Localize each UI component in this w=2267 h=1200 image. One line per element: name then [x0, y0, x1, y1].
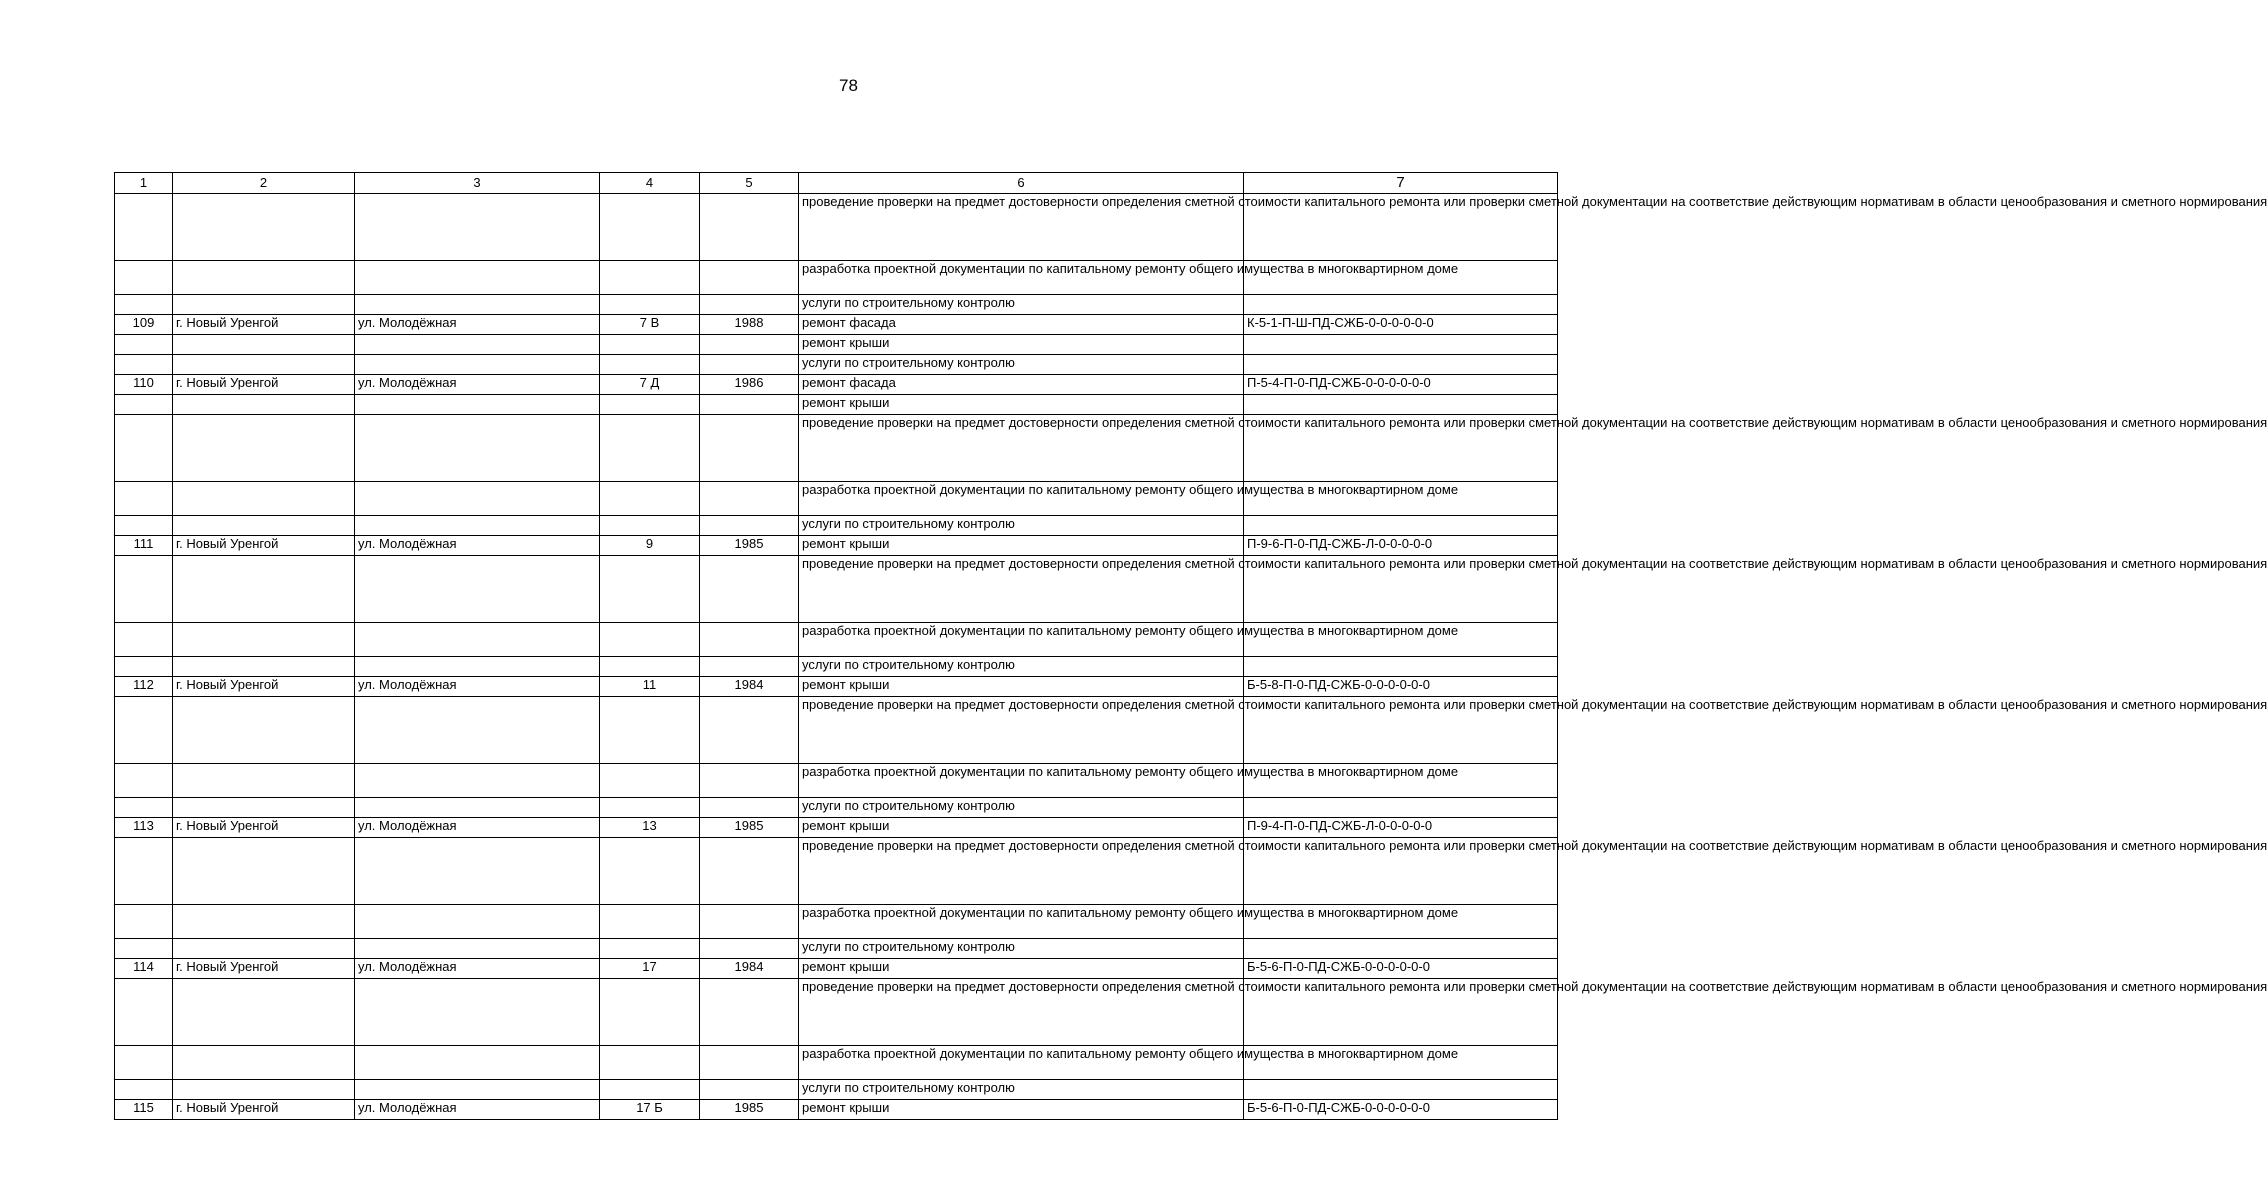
- page-number: 78: [839, 76, 858, 95]
- cell-street: ул. Молодёжная: [355, 375, 600, 395]
- cell-work-type: разработка проектной документации по капитальному ремонту общего имущества в многоквартирном доме: [799, 764, 1244, 798]
- cell-house: [600, 623, 700, 657]
- cell-city: г. Новый Уренгой: [173, 536, 355, 556]
- cell-work-type: ремонт крыши: [799, 1100, 1244, 1120]
- table-row: [115, 677, 1558, 697]
- cell-year: 1984: [700, 677, 799, 697]
- cell-year: [700, 295, 799, 315]
- cell-street: [355, 905, 600, 939]
- table-row: [115, 395, 1558, 415]
- cell-work-type: ремонт крыши: [799, 818, 1244, 838]
- cell-house: [600, 261, 700, 295]
- cell-number: [115, 355, 173, 375]
- cell-number: 112: [115, 677, 173, 697]
- cell-work-type: услуги по строительному контролю: [799, 355, 1244, 375]
- cell-year: [700, 1080, 799, 1100]
- cell-house: [600, 764, 700, 798]
- cell-street: [355, 1080, 600, 1100]
- cell-city: [173, 905, 355, 939]
- cell-street: [355, 395, 600, 415]
- cell-house: [600, 355, 700, 375]
- cell-city: [173, 1046, 355, 1080]
- cell-work-type: разработка проектной документации по капитальному ремонту общего имущества в многоквартирном доме: [799, 1046, 1244, 1080]
- cell-number: 113: [115, 818, 173, 838]
- cell-year: 1985: [700, 1100, 799, 1120]
- cell-number: [115, 395, 173, 415]
- cell-code: [1244, 657, 1558, 677]
- cell-city: [173, 697, 355, 764]
- cell-house: 13: [600, 818, 700, 838]
- table-row: [115, 905, 1558, 939]
- cell-number: [115, 335, 173, 355]
- cell-work-type: ремонт крыши: [799, 335, 1244, 355]
- cell-house: [600, 395, 700, 415]
- cell-work-type: услуги по строительному контролю: [799, 939, 1244, 959]
- cell-year: [700, 623, 799, 657]
- table-row: [115, 315, 1558, 335]
- cell-year: [700, 415, 799, 482]
- cell-street: [355, 516, 600, 536]
- table-row: [115, 818, 1558, 838]
- cell-city: г. Новый Уренгой: [173, 959, 355, 979]
- cell-street: [355, 838, 600, 905]
- cell-street: [355, 697, 600, 764]
- table-row: [115, 415, 1558, 482]
- cell-street: [355, 415, 600, 482]
- cell-number: [115, 838, 173, 905]
- table-row: [115, 355, 1558, 375]
- table-row: [115, 295, 1558, 315]
- cell-year: [700, 838, 799, 905]
- cell-street: [355, 939, 600, 959]
- table-row: [115, 764, 1558, 798]
- table-row: [115, 979, 1558, 1046]
- cell-number: 111: [115, 536, 173, 556]
- cell-number: 109: [115, 315, 173, 335]
- cell-code: Б-5-6-П-0-ПД-СЖБ-0-0-0-0-0-0: [1244, 1100, 1558, 1120]
- cell-number: 114: [115, 959, 173, 979]
- cell-house: [600, 556, 700, 623]
- cell-city: [173, 764, 355, 798]
- cell-code: [1244, 355, 1558, 375]
- cell-city: [173, 482, 355, 516]
- cell-year: 1986: [700, 375, 799, 395]
- cell-work-type: разработка проектной документации по капитальному ремонту общего имущества в многоквартирном доме: [799, 623, 1244, 657]
- cell-code: К-5-1-П-Ш-ПД-СЖБ-0-0-0-0-0-0: [1244, 315, 1558, 335]
- cell-city: [173, 623, 355, 657]
- cell-year: [700, 979, 799, 1046]
- cell-code: [1244, 798, 1558, 818]
- cell-work-type: ремонт крыши: [799, 677, 1244, 697]
- cell-code: [1244, 335, 1558, 355]
- cell-code: П-9-6-П-0-ПД-СЖБ-Л-0-0-0-0-0: [1244, 536, 1558, 556]
- cell-house: [600, 798, 700, 818]
- table-row: [115, 516, 1558, 536]
- cell-year: 1985: [700, 536, 799, 556]
- cell-work-type: услуги по строительному контролю: [799, 516, 1244, 536]
- table-row: [115, 482, 1558, 516]
- cell-code: П-5-4-П-0-ПД-СЖБ-0-0-0-0-0-0: [1244, 375, 1558, 395]
- table-row: [115, 1046, 1558, 1080]
- table-row: [115, 261, 1558, 295]
- cell-house: 11: [600, 677, 700, 697]
- cell-city: [173, 395, 355, 415]
- cell-work-type: ремонт крыши: [799, 959, 1244, 979]
- cell-number: [115, 697, 173, 764]
- cell-house: 9: [600, 536, 700, 556]
- table-row: [115, 959, 1558, 979]
- cell-number: [115, 657, 173, 677]
- cell-work-type: ремонт фасада: [799, 315, 1244, 335]
- cell-street: [355, 657, 600, 677]
- cell-number: [115, 516, 173, 536]
- cell-house: [600, 335, 700, 355]
- cell-street: [355, 194, 600, 261]
- cell-number: [115, 194, 173, 261]
- cell-work-type: разработка проектной документации по капитальному ремонту общего имущества в многоквартирном доме: [799, 905, 1244, 939]
- cell-street: [355, 335, 600, 355]
- cell-street: ул. Молодёжная: [355, 677, 600, 697]
- table-row: [115, 939, 1558, 959]
- cell-year: [700, 395, 799, 415]
- cell-number: [115, 623, 173, 657]
- cell-work-type: проведение проверки на предмет достоверности определения сметной стоимости капитального ремонта или проверки сметной документации на соответствие действующим нормативам в области ценообразования и сметного нормирования: [799, 556, 1244, 623]
- cell-work-type: проведение проверки на предмет достоверности определения сметной стоимости капитального ремонта или проверки сметной документации на соответствие действующим нормативам в области ценообразования и сметного нормирования: [799, 697, 1244, 764]
- cell-city: [173, 295, 355, 315]
- cell-street: ул. Молодёжная: [355, 959, 600, 979]
- cell-house: [600, 657, 700, 677]
- cell-house: [600, 979, 700, 1046]
- cell-code: П-9-4-П-0-ПД-СЖБ-Л-0-0-0-0-0: [1244, 818, 1558, 838]
- cell-year: [700, 697, 799, 764]
- cell-number: [115, 295, 173, 315]
- cell-house: 7 Д: [600, 375, 700, 395]
- cell-year: [700, 482, 799, 516]
- cell-city: [173, 355, 355, 375]
- cell-house: [600, 939, 700, 959]
- cell-work-type: разработка проектной документации по капитальному ремонту общего имущества в многоквартирном доме: [799, 482, 1244, 516]
- table-row: [115, 194, 1558, 261]
- cell-city: г. Новый Уренгой: [173, 818, 355, 838]
- cell-work-type: услуги по строительному контролю: [799, 657, 1244, 677]
- table-row: [115, 1100, 1558, 1120]
- cell-city: [173, 415, 355, 482]
- cell-number: 110: [115, 375, 173, 395]
- cell-year: [700, 194, 799, 261]
- cell-year: [700, 355, 799, 375]
- cell-work-type: разработка проектной документации по капитальному ремонту общего имущества в многоквартирном доме: [799, 261, 1244, 295]
- cell-work-type: услуги по строительному контролю: [799, 798, 1244, 818]
- table-row: [115, 375, 1558, 395]
- cell-house: [600, 295, 700, 315]
- cell-house: [600, 482, 700, 516]
- cell-year: [700, 798, 799, 818]
- table-row: [115, 838, 1558, 905]
- cell-street: [355, 261, 600, 295]
- cell-city: г. Новый Уренгой: [173, 1100, 355, 1120]
- cell-house: [600, 194, 700, 261]
- cell-number: [115, 415, 173, 482]
- cell-code: Б-5-8-П-0-ПД-СЖБ-0-0-0-0-0-0: [1244, 677, 1558, 697]
- cell-city: [173, 516, 355, 536]
- cell-year: [700, 516, 799, 536]
- cell-year: [700, 764, 799, 798]
- cell-work-type: услуги по строительному контролю: [799, 1080, 1244, 1100]
- cell-house: 17: [600, 959, 700, 979]
- cell-house: 17 Б: [600, 1100, 700, 1120]
- repair-program-table: [114, 172, 2267, 1120]
- cell-code: Б-5-6-П-0-ПД-СЖБ-0-0-0-0-0-0: [1244, 959, 1558, 979]
- cell-street: ул. Молодёжная: [355, 315, 600, 335]
- cell-year: 1984: [700, 959, 799, 979]
- cell-house: [600, 415, 700, 482]
- cell-year: [700, 556, 799, 623]
- cell-house: [600, 516, 700, 536]
- cell-street: [355, 1046, 600, 1080]
- table-row: [115, 697, 1558, 764]
- cell-number: 115: [115, 1100, 173, 1120]
- header-row: [115, 173, 1558, 194]
- cell-city: [173, 335, 355, 355]
- cell-city: г. Новый Уренгой: [173, 677, 355, 697]
- column-header-2: 2: [173, 173, 355, 194]
- cell-work-type: проведение проверки на предмет достоверности определения сметной стоимости капитального ремонта или проверки сметной документации на соответствие действующим нормативам в области ценообразования и сметного нормирования: [799, 415, 1244, 482]
- cell-city: г. Новый Уренгой: [173, 375, 355, 395]
- cell-number: [115, 1046, 173, 1080]
- table-row: [115, 556, 1558, 623]
- table-body: [115, 194, 2267, 1120]
- cell-year: 1988: [700, 315, 799, 335]
- cell-year: [700, 261, 799, 295]
- cell-work-type: проведение проверки на предмет достоверности определения сметной стоимости капитального ремонта или проверки сметной документации на соответствие действующим нормативам в области ценообразования и сметного нормирования: [799, 194, 1244, 261]
- cell-year: 1985: [700, 818, 799, 838]
- cell-work-type: проведение проверки на предмет достоверности определения сметной стоимости капитального ремонта или проверки сметной документации на соответствие действующим нормативам в области ценообразования и сметного нормирования: [799, 979, 1244, 1046]
- cell-code: [1244, 939, 1558, 959]
- cell-house: [600, 697, 700, 764]
- cell-number: [115, 798, 173, 818]
- cell-year: [700, 905, 799, 939]
- cell-number: [115, 482, 173, 516]
- cell-city: г. Новый Уренгой: [173, 315, 355, 335]
- cell-city: [173, 838, 355, 905]
- cell-city: [173, 1080, 355, 1100]
- cell-year: [700, 1046, 799, 1080]
- cell-work-type: ремонт крыши: [799, 536, 1244, 556]
- cell-house: [600, 1046, 700, 1080]
- table-row: [115, 623, 1558, 657]
- cell-street: ул. Молодёжная: [355, 536, 600, 556]
- column-header-6: 6: [799, 173, 1244, 194]
- cell-street: ул. Молодёжная: [355, 818, 600, 838]
- cell-work-type: ремонт крыши: [799, 395, 1244, 415]
- cell-city: [173, 979, 355, 1046]
- column-header-3: 3: [355, 173, 600, 194]
- table-row: [115, 798, 1558, 818]
- cell-year: [700, 939, 799, 959]
- cell-code: [1244, 395, 1558, 415]
- cell-number: [115, 1080, 173, 1100]
- cell-street: [355, 798, 600, 818]
- cell-street: [355, 979, 600, 1046]
- cell-number: [115, 939, 173, 959]
- cell-street: [355, 764, 600, 798]
- cell-street: [355, 355, 600, 375]
- cell-street: ул. Молодёжная: [355, 1100, 600, 1120]
- cell-number: [115, 905, 173, 939]
- cell-house: 7 В: [600, 315, 700, 335]
- cell-house: [600, 905, 700, 939]
- table-row: [115, 536, 1558, 556]
- table-row: [115, 657, 1558, 677]
- cell-work-type: ремонт фасада: [799, 375, 1244, 395]
- cell-code: [1244, 516, 1558, 536]
- cell-code: [1244, 1080, 1558, 1100]
- table-row: [115, 1080, 1558, 1100]
- cell-city: [173, 939, 355, 959]
- cell-street: [355, 623, 600, 657]
- column-header-1: 1: [115, 173, 173, 194]
- table-header: [115, 173, 1558, 194]
- cell-year: [700, 657, 799, 677]
- cell-number: [115, 979, 173, 1046]
- cell-city: [173, 194, 355, 261]
- column-header-4: 4: [600, 173, 700, 194]
- cell-house: [600, 1080, 700, 1100]
- cell-street: [355, 482, 600, 516]
- cell-city: [173, 556, 355, 623]
- table-row: [115, 335, 1558, 355]
- cell-work-type: проведение проверки на предмет достоверности определения сметной стоимости капитального ремонта или проверки сметной документации на соответствие действующим нормативам в области ценообразования и сметного нормирования: [799, 838, 1244, 905]
- cell-city: [173, 798, 355, 818]
- cell-city: [173, 261, 355, 295]
- cell-city: [173, 657, 355, 677]
- cell-year: [700, 335, 799, 355]
- cell-code: [1244, 295, 1558, 315]
- cell-street: [355, 556, 600, 623]
- column-header-5: 5: [700, 173, 799, 194]
- cell-number: [115, 556, 173, 623]
- cell-house: [600, 838, 700, 905]
- cell-work-type: услуги по строительному контролю: [799, 295, 1244, 315]
- cell-number: [115, 764, 173, 798]
- cell-number: [115, 261, 173, 295]
- cell-street: [355, 295, 600, 315]
- column-header-7: 7: [1244, 173, 1558, 194]
